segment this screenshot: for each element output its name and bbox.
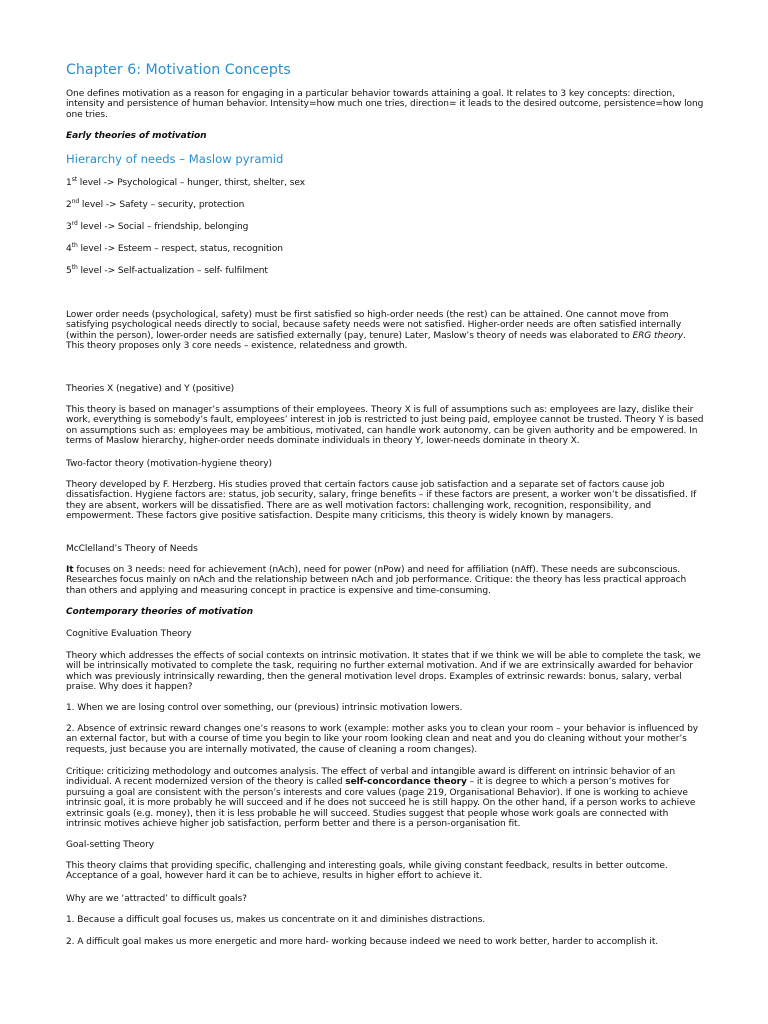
paragraph-text: Lower order needs (psychological, safety) must be first satisfied so high-order needs (the rest) can be attained. One cannot move from satisfying psychological needs directly to social, because safety needs were not satisfied. Higher-order needs are often satisfied internally (within the person), lower-order needs are satisfied externally (pay, tenure) Later, Maslow’s theory of needs was elaborated to bbox=[66, 310, 682, 341]
level-number: 1 bbox=[66, 178, 72, 188]
contemporary-heading: Contemporary theories of motivation bbox=[66, 607, 253, 617]
why-question: Why are we ‘attracted’ to difficult goals? bbox=[66, 894, 247, 904]
maslow-level-3 bbox=[66, 219, 706, 232]
maslow-level-5 bbox=[66, 263, 706, 276]
paragraph-text: . This theory proposes only 3 core needs – existence, relatedness and growth. bbox=[66, 330, 686, 352]
level-number: 5 bbox=[66, 266, 72, 276]
maslow-heading: Hierarchy of needs – Maslow pyramid bbox=[66, 152, 284, 166]
level-text: level -> Safety – security, protection bbox=[79, 200, 245, 210]
cet-point-1: 1. When we are losing control over something, our (previous) intrinsic motivation lowers. bbox=[66, 703, 463, 713]
lower-order-paragraph bbox=[66, 310, 706, 352]
mcclelland-heading: McClelland’s Theory of Needs bbox=[66, 544, 198, 554]
maslow-level-4 bbox=[66, 241, 706, 254]
self-concordance-term: self-concordance theory bbox=[345, 777, 467, 788]
cet-heading: Cognitive Evaluation Theory bbox=[66, 629, 192, 639]
paragraph-text: Critique: criticizing methodology and outcomes analysis. The effect of verbal and intangible award is different on intrinsic behavior of an individual. A recent modernized version of the theory is called bbox=[66, 767, 675, 788]
why-point-1: 1. Because a difficult goal focuses us, makes us concentrate on it and diminishes distractions. bbox=[66, 915, 486, 925]
why-point-2: 2. A difficult goal makes us more energetic and more hard- working because indeed we need to work better, harder to accomplish it. bbox=[66, 937, 659, 947]
lead-word: It bbox=[66, 565, 74, 575]
paragraph-text: – it is degree to which a person’s motives for pursuing a goal are consistent with the person’s interests and core values (page 219, Organisational Behavior). If one is working to achieve intrinsic goal, it is more probably he will succeed and if he does not succeed he is still happy. On the other hand, if a person works to achieve extrinsic goals (e.g. money), then it is less probable he will succeed. Studies suggest that people whose work goals are connected with intrinsic motives achieve higher job satisfaction, perform better and there is a person-organisation fit. bbox=[66, 777, 696, 830]
level-ordinal: th bbox=[71, 241, 78, 249]
early-theories-heading: Early theories of motivation bbox=[66, 131, 207, 141]
level-number: 2 bbox=[66, 200, 72, 210]
two-factor-heading: Two-factor theory (motivation-hygiene theory) bbox=[66, 459, 273, 469]
goal-setting-paragraph: This theory claims that providing specific, challenging and interesting goals, while giving constant feedback, results in better outcome. Acceptance of a goal, however hard it can be to achieve, results in higher effort to achieve it. bbox=[66, 861, 668, 882]
level-number: 3 bbox=[66, 222, 72, 232]
cet-point-2: 2. Absence of extrinsic reward changes one’s reasons to work (example: mother asks you to clean your room – your behavior is influenced by an external factor, but with a course of time you begin to like your room looking clean and neat and you do cleaning without your mother’s requests, just because you are internally motivated, the cause of cleaning a room changes). bbox=[66, 724, 699, 755]
erg-theory-term: ERG theory bbox=[632, 330, 683, 341]
paragraph-text: focuses on 3 needs: need for achievement (nAch), need for power (nPow) and need for affiliation (nAff). These needs are subconscious. Researches focus mainly on nAch and the relationship between nAch and job performance. Critique: the theory has less practical approach than others and applying and measuring concept in practice is expensive and time-consuming. bbox=[66, 565, 687, 596]
level-text: level -> Social – friendship, belonging bbox=[77, 222, 249, 232]
maslow-level-1 bbox=[66, 175, 706, 188]
two-factor-paragraph: Theory developed by F. Herzberg. His studies proved that certain factors cause job satisfaction and a separate set of factors cause job dissatisfaction. Hygiene factors are: status, job security, salary, fringe benefits – if these factors are present, a worker won’t be dissatisfied. If they are absent, workers will be dissatisfied. There are as well motivation factors: challenging work, recognition, responsibility, and empowerment. These factors give positive satisfaction. Despite many criticisms, this theory is widely known by managers. bbox=[66, 480, 697, 522]
theory-xy-paragraph: This theory is based on manager’s assumptions of their employees. Theory X is full of assumptions such as: employees are lazy, dislike their work, everything is somebody’s fault, employees’ interest in job is restricted to just being paid, employee cannot be trusted. Theory Y is based on assumptions such as: employees may be ambitious, motivated, can handle work autonomy, can be given authority and be empowered. In terms of Maslow hierarchy, higher-order needs dominate individuals in theory Y, lower-needs dominate in theory X. bbox=[66, 405, 704, 447]
level-text: level -> Psychological – hunger, thirst, shelter, sex bbox=[77, 178, 305, 188]
chapter-title: Chapter 6: Motivation Concepts bbox=[66, 62, 291, 78]
maslow-level-2 bbox=[66, 197, 706, 210]
level-text: level -> Self-actualization – self- fulfilment bbox=[77, 266, 268, 276]
level-ordinal: st bbox=[71, 175, 78, 183]
level-text: level -> Esteem – respect, status, recognition bbox=[77, 244, 283, 254]
mcclelland-paragraph bbox=[66, 565, 706, 596]
level-number: 4 bbox=[66, 244, 72, 254]
level-ordinal: nd bbox=[71, 197, 80, 205]
critique-paragraph bbox=[66, 767, 706, 829]
level-ordinal: rd bbox=[71, 219, 78, 227]
level-ordinal: th bbox=[71, 263, 78, 271]
intro-paragraph: One defines motivation as a reason for engaging in a particular behavior towards attaining a goal. It relates to 3 key concepts: direction, intensity and persistence of human behavior. Intensity=how much one tries, direction= it leads to the desired outcome, persistence=how long one tries. bbox=[66, 89, 704, 120]
theory-xy-heading: Theories X (negative) and Y (positive) bbox=[66, 384, 235, 394]
cet-paragraph: Theory which addresses the effects of social contexts on intrinsic motivation. It states that if we think we will be able to complete the task, we will be intrinsically motivated to complete the task, requiring no further external motivation. And if we are extrinsically awarded for behavior which was previously intrinsically rewarding, then the general motivation level drops. Examples of extrinsic rewards: bonus, salary, verbal praise. Why does it happen? bbox=[66, 651, 701, 693]
goal-setting-heading: Goal-setting Theory bbox=[66, 840, 155, 850]
